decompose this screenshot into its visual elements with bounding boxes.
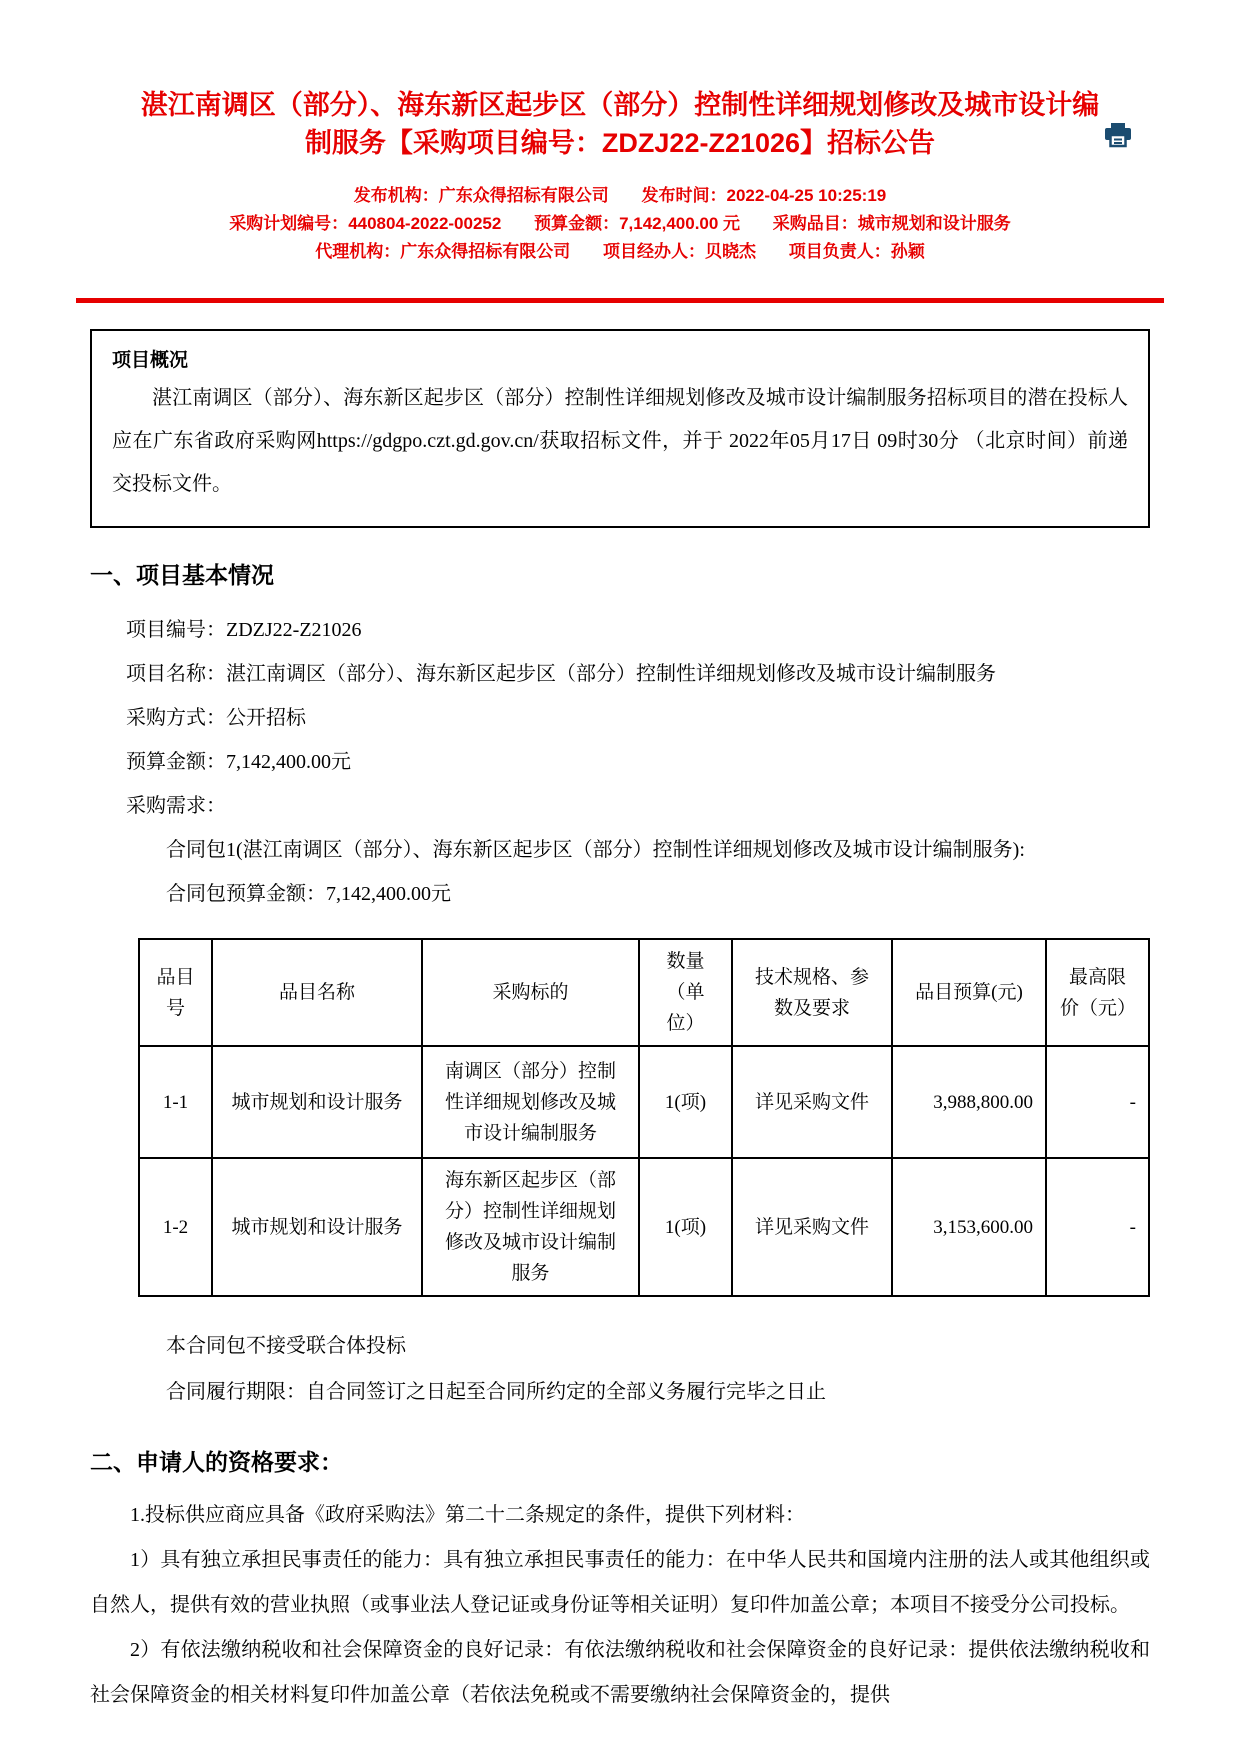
meta-publisher-label: 发布机构： bbox=[353, 186, 439, 205]
meta-handler bbox=[603, 242, 756, 261]
package-budget-value: 7,142,400.00元 bbox=[326, 883, 451, 905]
detail-project-name bbox=[126, 652, 1150, 696]
cell-price-cap: - bbox=[1046, 1158, 1149, 1296]
meta-publish-time-label: 发布时间： bbox=[641, 186, 727, 205]
meta-plan-no bbox=[229, 214, 501, 233]
detail-budget-label: 预算金额： bbox=[126, 751, 226, 773]
section1-notes bbox=[90, 1323, 1150, 1415]
meta-category-label: 采购品目： bbox=[772, 214, 858, 233]
col-header-subject: 采购标的 bbox=[422, 939, 639, 1046]
meta-publisher-value: 广东众得招标有限公司 bbox=[438, 186, 609, 205]
meta-manager-label: 项目负责人： bbox=[788, 242, 891, 261]
section2-paragraphs bbox=[90, 1493, 1150, 1718]
cell-subject: 海东新区起步区（部分）控制性详细规划修改及城市设计编制服务 bbox=[422, 1158, 639, 1296]
meta-publish-time bbox=[642, 186, 887, 205]
meta-agency bbox=[315, 242, 570, 261]
note-no-consortium: 本合同包不接受联合体投标 bbox=[166, 1335, 406, 1357]
section2-heading: 二、申请人的资格要求： bbox=[90, 1449, 343, 1475]
meta-category bbox=[773, 214, 1011, 233]
section1-heading: 一、项目基本情况 bbox=[90, 562, 274, 588]
detail-project-no-label: 项目编号： bbox=[126, 619, 226, 641]
meta-budget bbox=[534, 214, 740, 233]
meta-publish-time-value: 2022-04-25 10:25:19 bbox=[726, 186, 887, 205]
meta-agency-label: 代理机构： bbox=[315, 242, 401, 261]
qualification-intro: 1.投标供应商应具备《政府采购法》第二十二条规定的条件，提供下列材料： bbox=[130, 1504, 805, 1526]
col-header-item-name: 品目名称 bbox=[212, 939, 422, 1046]
meta-plan-no-value: 440804-2022-00252 bbox=[348, 214, 502, 233]
project-overview-box bbox=[90, 329, 1150, 528]
meta-handler-label: 项目经办人： bbox=[603, 242, 705, 261]
cell-item-budget: 3,988,800.00 bbox=[892, 1046, 1046, 1158]
cell-item-name: 城市规划和设计服务 bbox=[212, 1046, 422, 1158]
table-row bbox=[139, 1158, 1149, 1296]
printer-icon bbox=[1104, 122, 1132, 148]
table-row bbox=[139, 1046, 1149, 1158]
cell-quantity: 1(项) bbox=[639, 1046, 732, 1158]
detail-project-name-value: 湛江南调区（部分）、海东新区起步区（部分）控制性详细规划修改及城市设计编制服务 bbox=[226, 663, 996, 685]
cell-spec: 详见采购文件 bbox=[732, 1046, 892, 1158]
detail-project-name-label: 项目名称： bbox=[126, 663, 226, 685]
meta-handler-value: 贝晓杰 bbox=[705, 242, 756, 261]
package-budget-label: 合同包预算金额： bbox=[166, 883, 326, 905]
qualification-item-1: 1）具有独立承担民事责任的能力：具有独立承担民事责任的能力：在中华人民共和国境内注册的法人或其他组织或自然人，提供有效的营业执照（或事业法人登记证或身份证等相关证明）复印件加盖公章；本项目不接受分公司投标。 bbox=[90, 1549, 1150, 1616]
meta-budget-label: 预算金额： bbox=[534, 214, 620, 233]
cell-subject: 南调区（部分）控制性详细规划修改及城市设计编制服务 bbox=[422, 1046, 639, 1158]
meta-line-3 bbox=[90, 238, 1150, 266]
meta-publisher bbox=[354, 186, 609, 205]
meta-manager bbox=[789, 242, 925, 261]
meta-info bbox=[90, 182, 1150, 266]
section1-details bbox=[90, 608, 1150, 916]
overview-body: 湛江南调区（部分）、海东新区起步区（部分）控制性详细规划修改及城市设计编制服务招标项目的潜在投标人应在广东省政府采购网https://gdgpo.czt.gd.gov.cn/获取招标文件，并于 2022年05月17日 09时30分 （北京时间）前递交投标文件。 bbox=[112, 387, 1128, 495]
cell-spec: 详见采购文件 bbox=[732, 1158, 892, 1296]
detail-procurement-method-value: 公开招标 bbox=[226, 707, 306, 729]
detail-requirements bbox=[126, 784, 1150, 828]
qualification-item-2: 2）有依法缴纳税收和社会保障资金的良好记录：有依法缴纳税收和社会保障资金的良好记录：提供依法缴纳税收和社会保障资金的相关材料复印件加盖公章（若依法免税或不需要缴纳社会保障资金的，提供 bbox=[90, 1639, 1150, 1706]
col-header-price-cap: 最高限价（元） bbox=[1046, 939, 1149, 1046]
col-header-item-budget: 品目预算(元) bbox=[892, 939, 1046, 1046]
meta-budget-value: 7,142,400.00 元 bbox=[619, 214, 741, 233]
col-header-item-no: 品目号 bbox=[139, 939, 212, 1046]
detail-budget-value: 7,142,400.00元 bbox=[226, 751, 351, 773]
contract-package-line: 合同包1(湛江南调区（部分）、海东新区起步区（部分）控制性详细规划修改及城市设计编制服务): bbox=[166, 839, 1025, 861]
detail-procurement-method-label: 采购方式： bbox=[126, 707, 226, 729]
print-button[interactable] bbox=[1104, 122, 1132, 148]
cell-item-budget: 3,153,600.00 bbox=[892, 1158, 1046, 1296]
detail-procurement-method bbox=[126, 696, 1150, 740]
table-header-row bbox=[139, 939, 1149, 1046]
col-header-spec: 技术规格、参数及要求 bbox=[732, 939, 892, 1046]
page-title: 湛江南调区（部分）、海东新区起步区（部分）控制性详细规划修改及城市设计编制服务【采购项目编号：ZDZJ22-Z21026】招标公告 bbox=[140, 90, 1100, 158]
detail-project-no bbox=[126, 608, 1150, 652]
meta-line-1 bbox=[90, 182, 1150, 210]
cell-item-no: 1-2 bbox=[139, 1158, 212, 1296]
detail-requirements-label: 采购需求： bbox=[126, 795, 226, 817]
red-divider bbox=[76, 298, 1164, 303]
title-area bbox=[90, 86, 1150, 162]
detail-project-no-value: ZDZJ22-Z21026 bbox=[226, 619, 362, 641]
detail-budget bbox=[126, 740, 1150, 784]
meta-category-value: 城市规划和设计服务 bbox=[857, 214, 1011, 233]
cell-price-cap: - bbox=[1046, 1046, 1149, 1158]
note-contract-term: 合同履行期限：自合同签订之日起至合同所约定的全部义务履行完毕之日止 bbox=[166, 1381, 826, 1403]
meta-agency-value: 广东众得招标有限公司 bbox=[400, 242, 571, 261]
items-table bbox=[138, 938, 1150, 1297]
meta-plan-no-label: 采购计划编号： bbox=[229, 214, 349, 233]
col-header-quantity: 数量（单位） bbox=[639, 939, 732, 1046]
meta-manager-value: 孙颖 bbox=[890, 242, 925, 261]
overview-heading: 项目概况 bbox=[112, 350, 189, 371]
cell-item-no: 1-1 bbox=[139, 1046, 212, 1158]
meta-line-2 bbox=[90, 210, 1150, 238]
cell-quantity: 1(项) bbox=[639, 1158, 732, 1296]
cell-item-name: 城市规划和设计服务 bbox=[212, 1158, 422, 1296]
package-budget-line bbox=[126, 872, 1150, 916]
